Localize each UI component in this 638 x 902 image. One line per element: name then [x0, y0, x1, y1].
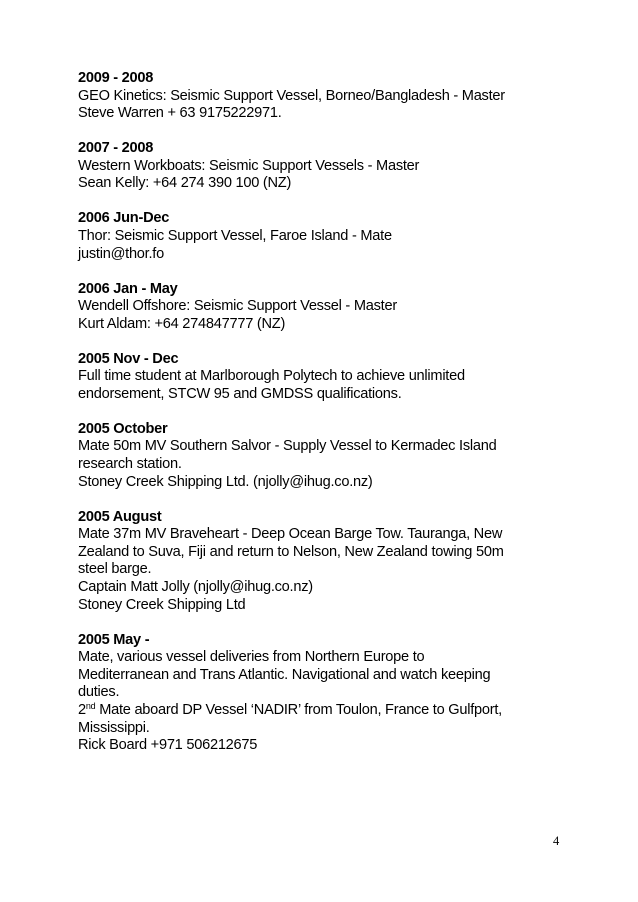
- entry-line: Thor: Seismic Support Vessel, Faroe Island - Mate: [78, 227, 392, 244]
- page-number: 4: [553, 834, 560, 848]
- entry-line: Mate, various vessel deliveries from Northern Europe to: [78, 649, 425, 666]
- entry-line: Sean Kelly: +64 274 390 100 (NZ): [78, 175, 292, 192]
- entry-line: GEO Kinetics: Seismic Support Vessel, Borneo/Bangladesh - Master: [78, 87, 505, 104]
- experience-entry: [78, 281, 578, 334]
- experience-entry: [78, 509, 578, 615]
- entry-email: justin@thor.fo: [78, 245, 164, 262]
- entry-line: steel barge.: [78, 561, 152, 578]
- entry-date: 2006 Jan - May: [78, 280, 178, 297]
- entry-date: 2009 - 2008: [78, 70, 154, 86]
- ordinal-rest: Mate aboard DP Vessel ‘NADIR’ from Toulon, France to Gulfport,: [95, 701, 502, 718]
- entry-line: Mississippi.: [78, 719, 150, 736]
- entry-line: Zealand to Suva, Fiji and return to Nelson, New Zealand towing 50m: [78, 543, 504, 560]
- entry-line: Kurt Aldam: +64 274847777 (NZ): [78, 315, 286, 332]
- experience-entry: [78, 632, 578, 755]
- experience-entry: [78, 70, 578, 123]
- experience-entry: [78, 351, 578, 404]
- entry-line: Captain Matt Jolly (njolly@ihug.co.nz): [78, 579, 313, 595]
- entry-line-ordinal: [78, 702, 578, 720]
- entry-line: Rick Board +971 506212675: [78, 737, 258, 754]
- experience-entry: [78, 140, 578, 193]
- entry-line: Steve Warren + 63 9175222971.: [78, 105, 282, 122]
- entry-date: 2005 October: [78, 420, 168, 437]
- resume-experience-list: [78, 70, 578, 772]
- entry-date: 2005 May -: [78, 631, 150, 648]
- entry-line: Mediterranean and Trans Atlantic. Navigational and watch keeping: [78, 666, 491, 683]
- entry-date: 2006 Jun-Dec: [78, 210, 170, 227]
- ordinal-number: 2: [78, 701, 86, 718]
- entry-date: 2005 Nov - Dec: [78, 350, 179, 367]
- entry-date: 2007 - 2008: [78, 140, 154, 157]
- entry-line: Stoney Creek Shipping Ltd. (njolly@ihug.co.nz): [78, 473, 373, 490]
- entry-line: Stoney Creek Shipping Ltd: [78, 596, 246, 613]
- entry-line: research station.: [78, 456, 182, 473]
- entry-date: 2005 August: [78, 508, 162, 525]
- entry-line: endorsement, STCW 95 and GMDSS qualifications.: [78, 385, 402, 402]
- experience-entry: [78, 421, 578, 491]
- entry-line: Wendell Offshore: Seismic Support Vessel - Master: [78, 298, 397, 315]
- entry-line: Mate 50m MV Southern Salvor - Supply Vessel to Kermadec Island: [78, 438, 497, 455]
- entry-line: Mate 37m MV Braveheart - Deep Ocean Barge Tow. Tauranga, New: [78, 526, 503, 543]
- entry-line: Full time student at Marlborough Polytech to achieve unlimited: [78, 368, 465, 385]
- ordinal-suffix: nd: [85, 700, 96, 711]
- entry-line: duties.: [78, 684, 120, 701]
- entry-line: Western Workboats: Seismic Support Vessels - Master: [78, 157, 420, 174]
- experience-entry: [78, 210, 578, 263]
